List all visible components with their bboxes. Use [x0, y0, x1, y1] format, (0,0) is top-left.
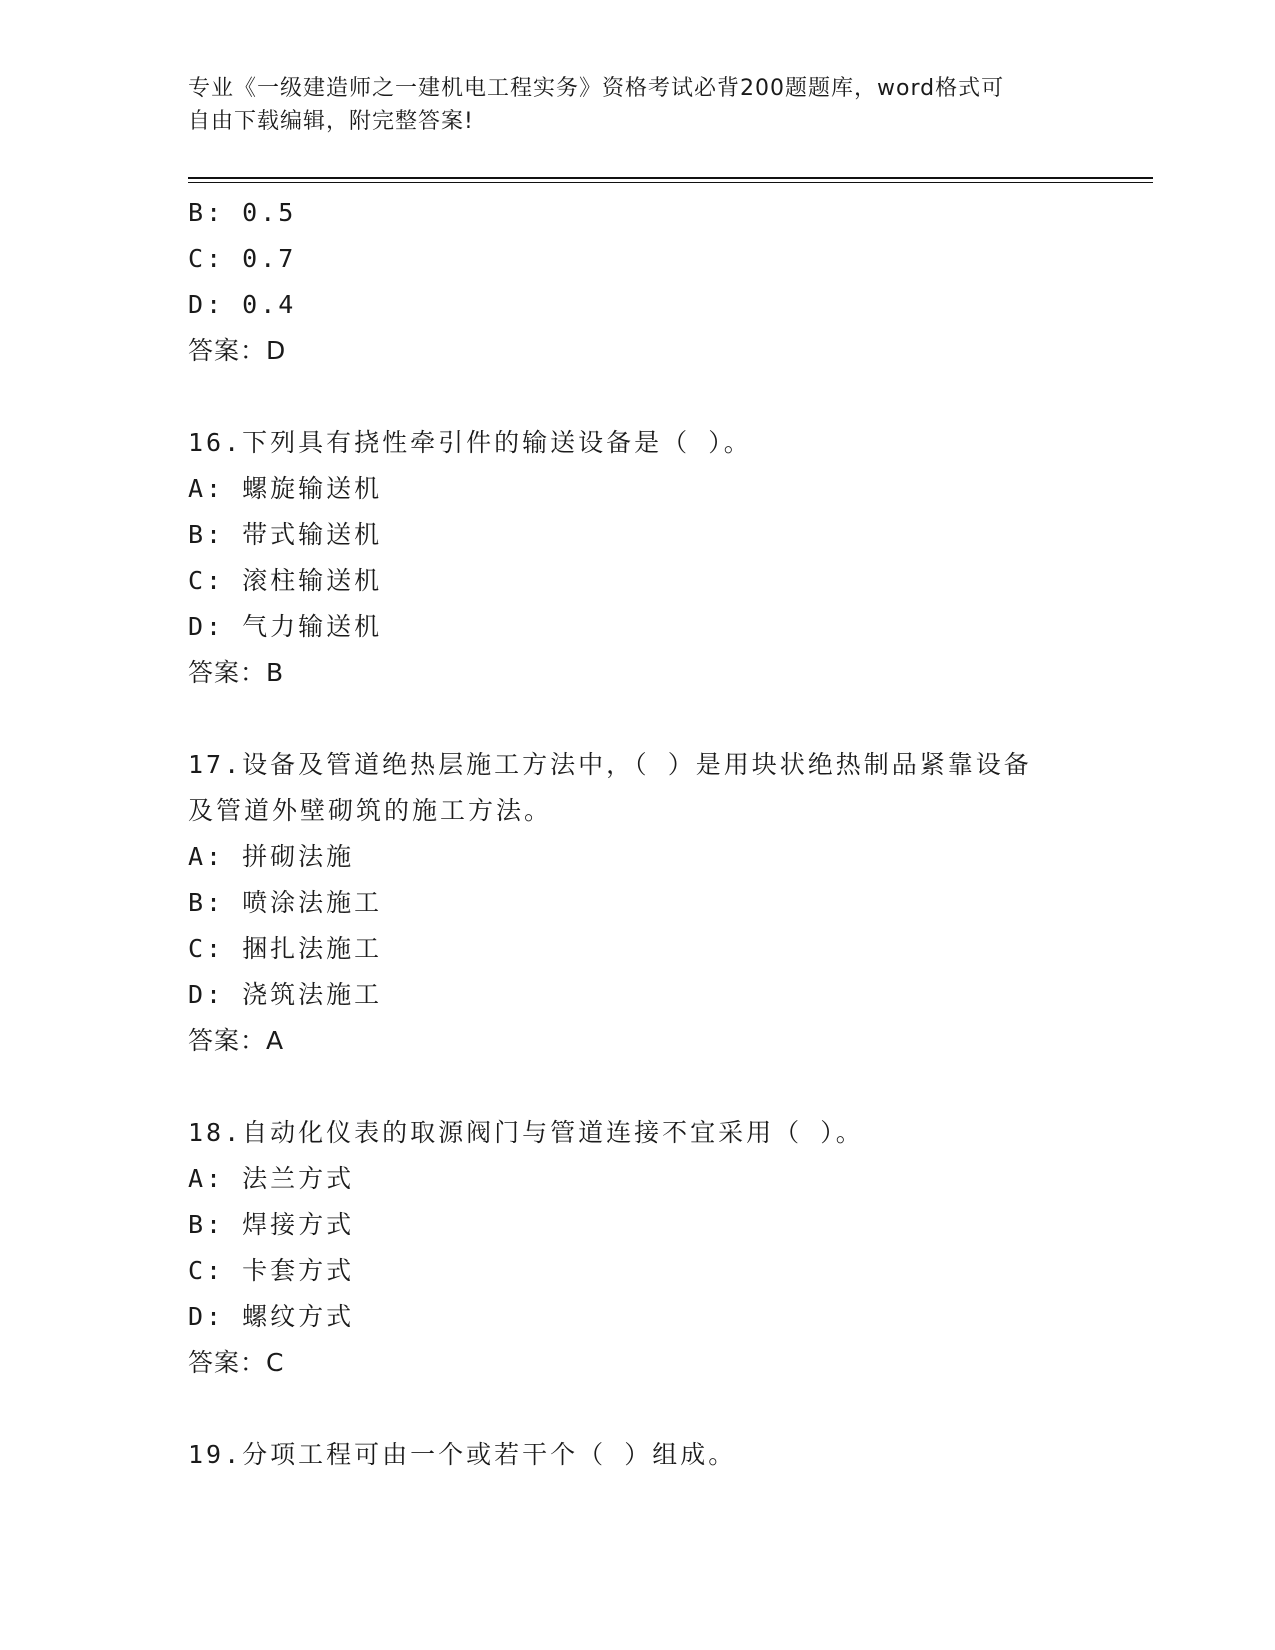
option-b: B: 0.5 — [188, 198, 297, 227]
header-divider — [188, 177, 1153, 179]
option-d: D: 气力输送机 — [188, 612, 383, 641]
header-line-2: 自由下载编辑，附完整答案! — [188, 109, 474, 134]
answer-line: 答案：C — [188, 1348, 285, 1377]
option-b: B: 焊接方式 — [188, 1210, 355, 1239]
option-text: 0.7 — [242, 244, 297, 273]
option-d: D: 浇筑法施工 — [188, 980, 383, 1009]
option-a: A: 法兰方式 — [188, 1164, 355, 1193]
question-text — [188, 1110, 1068, 1156]
question-17 — [188, 742, 1088, 1064]
spacer — [188, 374, 1088, 420]
option-text: 0.5 — [242, 198, 297, 227]
option-b: B: 带式输送机 — [188, 520, 383, 549]
question-18 — [188, 1110, 1088, 1386]
option-c: C: 卡套方式 — [188, 1256, 355, 1285]
question-line: 17.设备及管道绝热层施工方法中，（ ）是用块状绝热制品紧靠设备 — [188, 750, 1032, 779]
option-a: A: 螺旋输送机 — [188, 474, 383, 503]
question-text — [188, 742, 1068, 834]
page-header — [188, 72, 1088, 138]
option-a: A: 拼砌法施 — [188, 842, 355, 871]
document-body — [188, 190, 1088, 1478]
option-c: C: 0.7 — [188, 244, 297, 273]
option-text: 0.4 — [242, 290, 297, 319]
question-line: 18.自动化仪表的取源阀门与管道连接不宜采用（ ）。 — [188, 1118, 864, 1147]
option-label: D — [188, 290, 207, 319]
option-d: D: 0.4 — [188, 290, 297, 319]
question-text — [188, 420, 1068, 466]
option-d: D: 螺纹方式 — [188, 1302, 355, 1331]
answer-line: 答案：D — [188, 336, 287, 365]
question-line: 及管道外壁砌筑的施工方法。 — [188, 796, 553, 825]
option-c: C: 滚柱输送机 — [188, 566, 383, 595]
option-label: B — [188, 198, 207, 227]
question-19 — [188, 1432, 1088, 1478]
spacer — [188, 1064, 1088, 1110]
header-line-1: 专业《一级建造师之一建机电工程实务》资格考试必背200题题库，word格式可 — [188, 76, 1005, 101]
spacer — [188, 1386, 1088, 1432]
question-16 — [188, 420, 1088, 696]
question-line: 16.下列具有挠性牵引件的输送设备是（ ）。 — [188, 428, 752, 457]
answer-line: 答案：A — [188, 1026, 285, 1055]
answer-line: 答案：B — [188, 658, 285, 687]
header-divider-thin — [188, 182, 1153, 183]
option-label: C — [188, 244, 207, 273]
option-b: B: 喷涂法施工 — [188, 888, 383, 917]
spacer — [188, 696, 1088, 742]
question-text — [188, 1432, 1068, 1478]
option-c: C: 捆扎法施工 — [188, 934, 383, 963]
question-line: 19.分项工程可由一个或若干个（ ）组成。 — [188, 1440, 737, 1469]
